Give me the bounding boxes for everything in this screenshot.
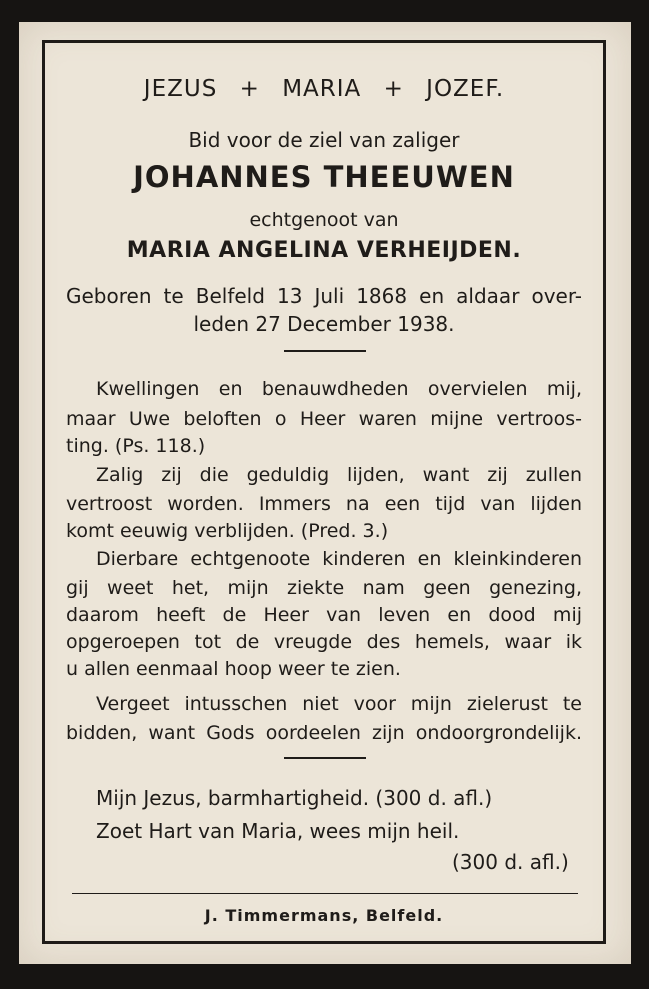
verse-line: bidden, want Gods oordeelen zijn ondoorgrondelijk.	[66, 722, 582, 744]
divider-rule-top	[284, 350, 366, 352]
prayer-1: Mijn Jezus, barmhartigheid. (300 d. afl.)	[96, 786, 493, 810]
verse-2	[96, 462, 582, 489]
divider-rule-bottom	[72, 893, 578, 894]
verse-line: opgeroepen tot de vreugde des hemels, waar ik	[66, 631, 582, 653]
header-invocation: JEZUS + MARIA + JOZEF.	[143, 76, 505, 102]
verse-2-continued	[66, 491, 582, 545]
verse-line: u allen eenmaal hoop weer te zien.	[66, 658, 401, 680]
verse-line: Vergeet intusschen niet voor mijn zielerust te	[96, 693, 582, 715]
verse-line: maar Uwe beloften o Heer waren mijne vertroos-	[66, 408, 582, 430]
verse-line: vertroost worden. Immers na een tijd van lijden	[66, 493, 582, 515]
deceased-name: JOHANNES THEEUWEN	[133, 160, 515, 194]
verse-3-continued	[66, 575, 582, 683]
prayer-2-indulgence: (300 d. afl.)	[452, 850, 569, 874]
verse-1-continued	[66, 406, 582, 460]
verse-3	[96, 546, 582, 573]
spouse-label: echtgenoot van	[249, 209, 399, 231]
verse-line: Zalig zij die geduldig lijden, want zij zullen	[96, 464, 582, 486]
birth-death-line-1: Geboren te Belfeld 13 Juli 1868 en aldaar over-	[66, 284, 582, 308]
verse-line: ting. (Ps. 118.)	[66, 435, 206, 457]
prayer-2: Zoet Hart van Maria, wees mijn heil.	[96, 819, 460, 843]
verse-4-continued	[66, 720, 582, 747]
verse-1	[96, 376, 582, 403]
verse-4	[96, 691, 582, 718]
birth-death-line-2: leden 27 December 1938.	[193, 312, 455, 336]
intro-text: Bid voor de ziel van zaliger	[188, 128, 460, 152]
verse-line: Kwellingen en benauwdheden overvielen mij,	[96, 378, 582, 400]
verse-line: gij weet het, mijn ziekte nam geen genezing,	[66, 577, 582, 599]
verse-line: Dierbare echtgenoote kinderen en kleinkinderen	[96, 548, 582, 570]
verse-line: komt eeuwig verblijden. (Pred. 3.)	[66, 520, 389, 542]
divider-rule-middle	[284, 757, 366, 759]
printer-credit: J. Timmermans, Belfeld.	[204, 906, 444, 925]
verse-line: daarom heeft de Heer van leven en dood mij	[66, 604, 582, 626]
spouse-name: MARIA ANGELINA VERHEIJDEN.	[126, 238, 522, 263]
